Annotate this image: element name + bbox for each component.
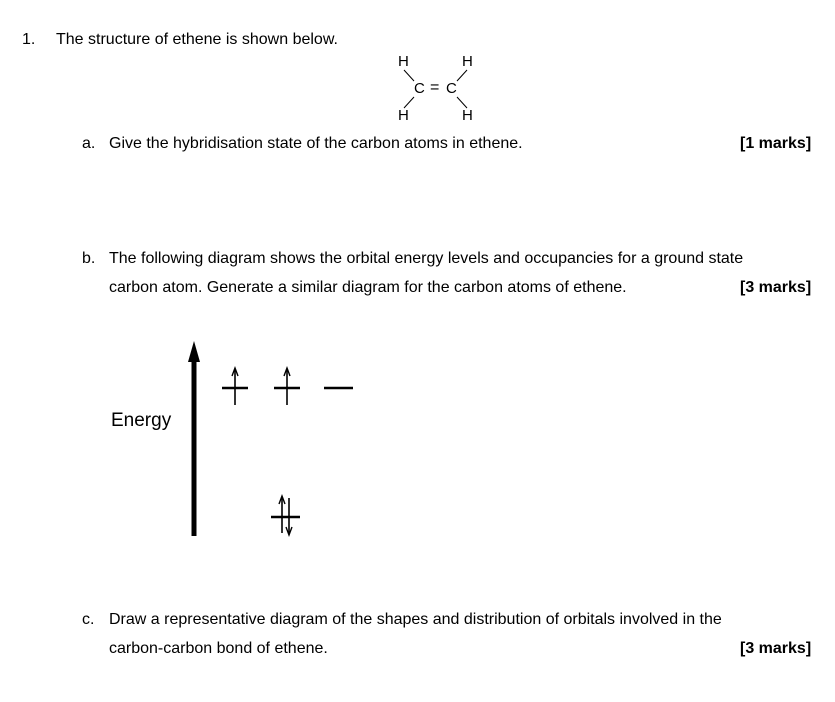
part-c-letter: c. — [82, 611, 95, 628]
lower-orbital — [271, 496, 300, 535]
upper-orbital-1 — [222, 368, 248, 405]
part-a-text: Give the hybridisation state of the carbon atoms in ethene. — [109, 135, 523, 152]
atom-c-left: C — [414, 80, 425, 97]
upper-orbital-2 — [274, 368, 300, 405]
question-number: 1. — [22, 31, 36, 48]
part-c-marks: [3 marks] — [740, 640, 812, 657]
part-c-line-1: Draw a representative diagram of the shapes and distribution of orbitals involved in the — [109, 611, 722, 628]
part-c-line-2: carbon-carbon bond of ethene. — [109, 640, 328, 657]
double-bond: = — [430, 79, 440, 96]
part-b-marks: [3 marks] — [740, 279, 812, 296]
part-b-letter: b. — [82, 250, 96, 267]
atom-h-bottom-left: H — [398, 107, 409, 124]
atom-h-bottom-right: H — [462, 107, 473, 124]
part-a-marks: [1 marks] — [740, 135, 812, 152]
part-b-line-1: The following diagram shows the orbital energy levels and occupancies for a ground state — [109, 250, 744, 267]
atom-c-right: C — [446, 80, 457, 97]
atom-h-top-right: H — [462, 53, 473, 70]
energy-axis-label: Energy — [111, 410, 172, 431]
part-a-letter: a. — [82, 135, 96, 152]
atom-h-top-left: H — [398, 53, 409, 70]
part-b-line-2: carbon atom. Generate a similar diagram for the carbon atoms of ethene. — [109, 279, 627, 296]
question-stem: The structure of ethene is shown below. — [56, 31, 338, 48]
energy-axis-arrow — [188, 341, 200, 536]
